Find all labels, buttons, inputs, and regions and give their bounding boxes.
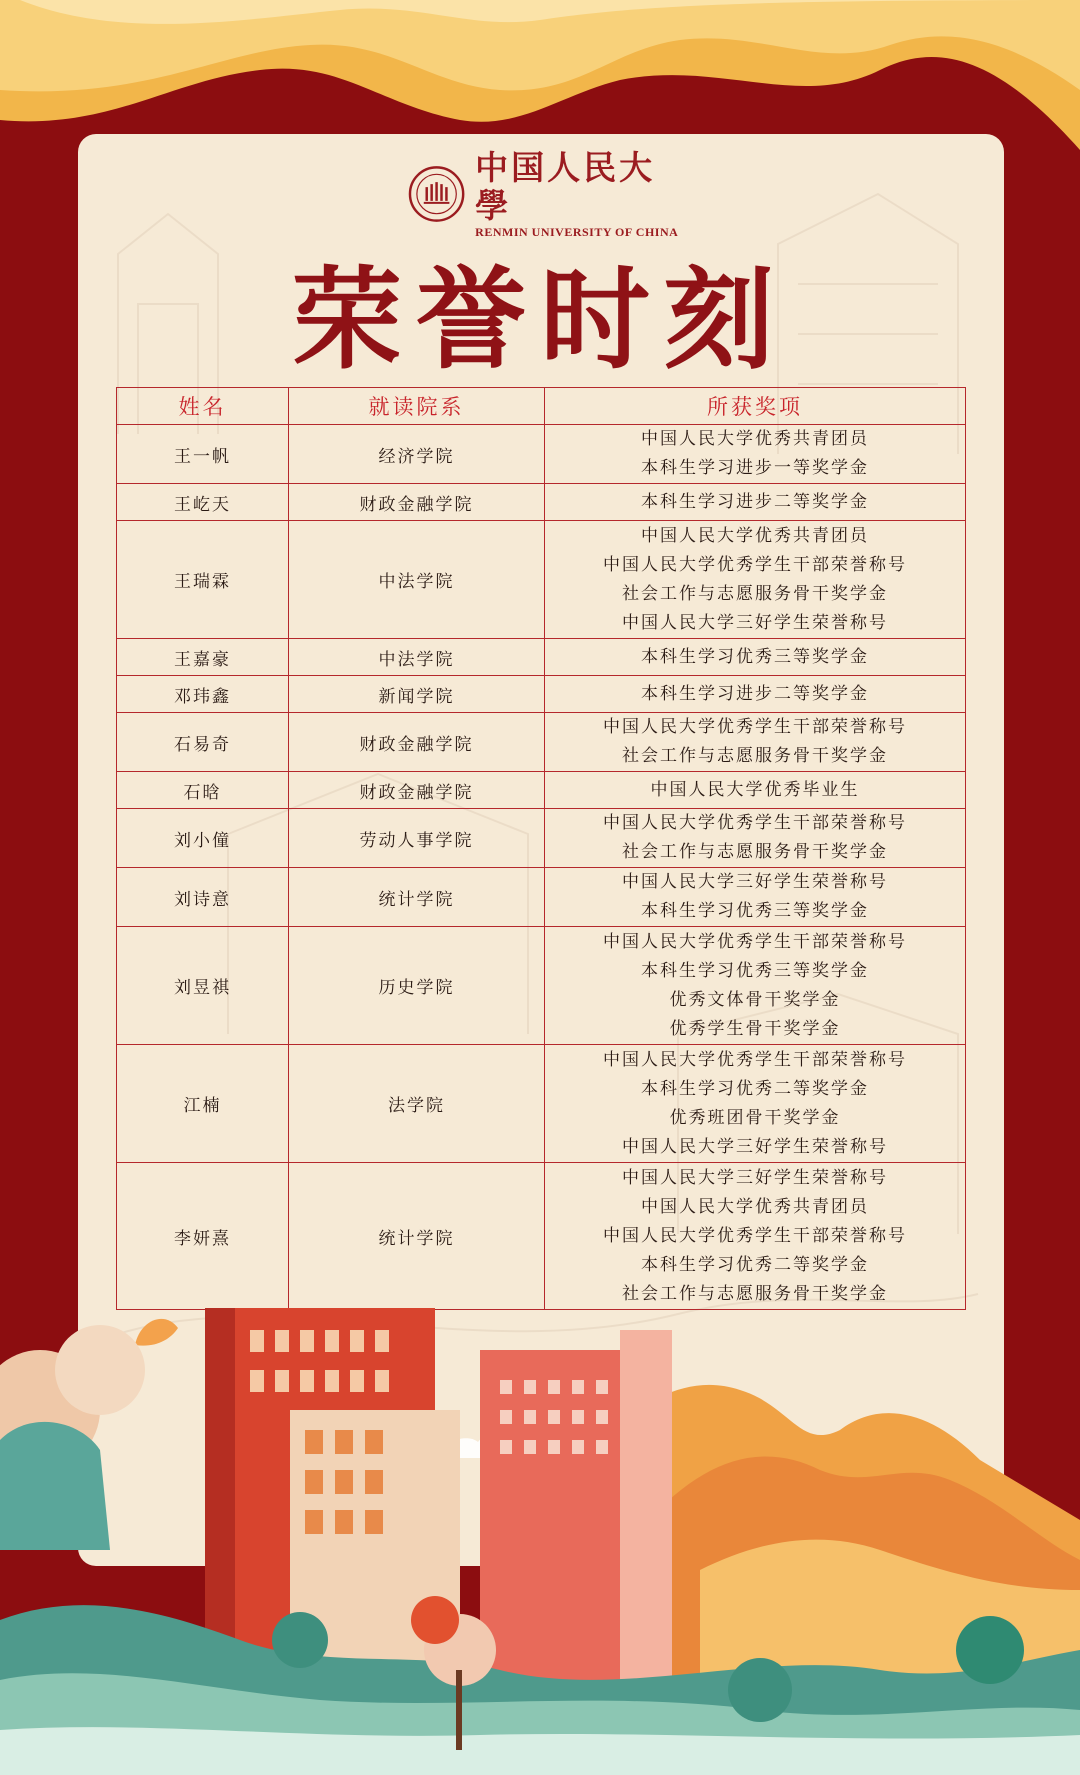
- awards-table: [116, 387, 966, 1310]
- award-item: 中国人民大学优秀共青团员: [641, 1196, 869, 1217]
- cell-department: 统计学院: [289, 1163, 545, 1310]
- award-item: 本科生学习优秀二等奖学金: [641, 1078, 869, 1099]
- page-title: 荣誉时刻: [292, 255, 788, 384]
- award-item: 本科生学习优秀三等奖学金: [641, 901, 869, 921]
- award-item: 本科生学习进步二等奖学金: [641, 491, 869, 512]
- cell-student-name: 王屹天: [117, 484, 289, 521]
- award-item: 社会工作与志愿服务骨干奖学金: [622, 583, 888, 604]
- cell-awards: [545, 521, 966, 639]
- award-item: 中国人民大学优秀学生干部荣誉称号: [603, 1049, 907, 1070]
- table-row: [117, 676, 966, 713]
- cell-department: 法学院: [289, 1045, 545, 1163]
- cell-department: 财政金融学院: [289, 713, 545, 772]
- table-row: [117, 425, 966, 484]
- cell-department: 统计学院: [289, 868, 545, 927]
- cell-awards: [545, 772, 966, 809]
- table-row: [117, 1163, 966, 1310]
- award-item: 中国人民大学三好学生荣誉称号: [622, 612, 888, 633]
- cell-awards: [545, 713, 966, 772]
- cell-awards: [545, 484, 966, 521]
- cell-awards: [545, 809, 966, 868]
- cell-student-name: 李妍熹: [117, 1163, 289, 1310]
- award-item: 本科生学习优秀三等奖学金: [641, 646, 869, 667]
- cell-student-name: 王嘉豪: [117, 639, 289, 676]
- cell-student-name: 江楠: [117, 1045, 289, 1163]
- award-item: 中国人民大学三好学生荣誉称号: [622, 1167, 888, 1188]
- cell-awards: [545, 927, 966, 1045]
- university-logo: [408, 147, 688, 239]
- award-item: 本科生学习进步一等奖学金: [641, 458, 869, 478]
- cell-awards: [545, 868, 966, 927]
- university-seal-icon: [408, 165, 465, 223]
- column-header-department: 就读院系: [289, 388, 545, 425]
- cell-student-name: 刘小僮: [117, 809, 289, 868]
- cell-department: 财政金融学院: [289, 484, 545, 521]
- award-item: 中国人民大学优秀学生干部荣誉称号: [603, 1225, 907, 1246]
- table-row: [117, 927, 966, 1045]
- table-row: [117, 713, 966, 772]
- cell-awards: [545, 1045, 966, 1163]
- award-item: 中国人民大学优秀共青团员: [641, 525, 869, 546]
- award-item: 中国人民大学优秀学生干部荣誉称号: [603, 717, 907, 737]
- table-row: [117, 521, 966, 639]
- award-item: 优秀学生骨干奖学金: [669, 1018, 841, 1039]
- award-item: 中国人民大学优秀学生干部荣誉称号: [603, 813, 907, 833]
- cell-student-name: 王瑞霖: [117, 521, 289, 639]
- campus-illustration: [0, 1290, 1080, 1775]
- cell-awards: [545, 1163, 966, 1310]
- cell-department: 中法学院: [289, 639, 545, 676]
- cell-department: 中法学院: [289, 521, 545, 639]
- table-row: [117, 868, 966, 927]
- cell-awards: [545, 425, 966, 484]
- cell-department: 财政金融学院: [289, 772, 545, 809]
- table-header-row: [117, 388, 966, 425]
- cell-student-name: 石晗: [117, 772, 289, 809]
- cell-student-name: 刘昱祺: [117, 927, 289, 1045]
- award-item: 中国人民大学优秀共青团员: [641, 429, 869, 449]
- table-row: [117, 484, 966, 521]
- award-item: 社会工作与志愿服务骨干奖学金: [622, 842, 888, 862]
- cell-student-name: 石易奇: [117, 713, 289, 772]
- cell-department: 历史学院: [289, 927, 545, 1045]
- award-item: 中国人民大学优秀学生干部荣誉称号: [603, 931, 907, 952]
- cell-student-name: 刘诗意: [117, 868, 289, 927]
- award-item: 中国人民大学三好学生荣誉称号: [622, 872, 888, 892]
- university-name-en: RENMIN UNIVERSITY OF CHINA: [475, 224, 679, 239]
- cell-awards: [545, 676, 966, 713]
- award-item: 社会工作与志愿服务骨干奖学金: [622, 746, 888, 766]
- cell-awards: [545, 639, 966, 676]
- cell-department: 经济学院: [289, 425, 545, 484]
- award-item: 优秀文体骨干奖学金: [669, 989, 841, 1010]
- cell-department: 新闻学院: [289, 676, 545, 713]
- column-header-awards: 所获奖项: [545, 388, 966, 425]
- university-name-cn: 中国人民大學: [475, 147, 656, 225]
- table-row: [117, 1045, 966, 1163]
- cell-department: 劳动人事学院: [289, 809, 545, 868]
- award-item: 中国人民大学优秀毕业生: [650, 779, 860, 800]
- cell-student-name: 邓玮鑫: [117, 676, 289, 713]
- column-header-name: 姓名: [117, 388, 289, 425]
- table-row: [117, 639, 966, 676]
- table-row: [117, 772, 966, 809]
- cell-student-name: 王一帆: [117, 425, 289, 484]
- award-item: 本科生学习优秀三等奖学金: [641, 960, 869, 981]
- award-item: 本科生学习进步二等奖学金: [641, 683, 869, 704]
- table-row: [117, 809, 966, 868]
- award-item: 社会工作与志愿服务骨干奖学金: [622, 1283, 888, 1304]
- award-item: 中国人民大学优秀学生干部荣誉称号: [603, 554, 907, 575]
- award-item: 优秀班团骨干奖学金: [669, 1107, 841, 1128]
- award-item: 本科生学习优秀二等奖学金: [641, 1254, 869, 1275]
- award-item: 中国人民大学三好学生荣誉称号: [622, 1136, 888, 1157]
